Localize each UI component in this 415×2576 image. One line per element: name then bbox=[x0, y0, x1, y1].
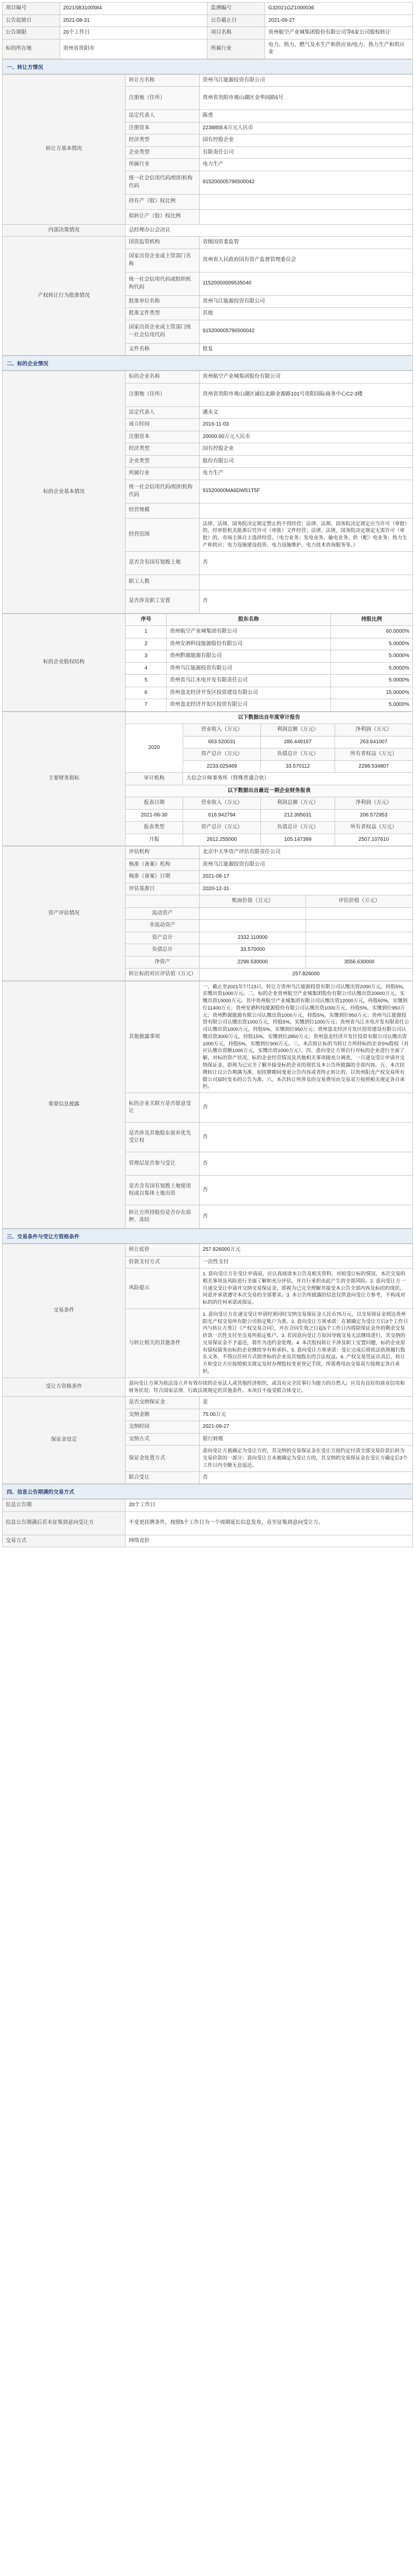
trade-method-table bbox=[2, 1499, 413, 1547]
field-label: 经营规模 bbox=[126, 503, 199, 518]
field-label: 保证金处置方式 bbox=[126, 1446, 199, 1471]
field-label: 交纳时间 bbox=[126, 1421, 199, 1434]
holder-no: 1 bbox=[126, 626, 167, 638]
recent-title: 以下数据出自最近一期企业财务报表 bbox=[126, 785, 413, 797]
field-value: 11520000009535040 bbox=[199, 272, 412, 295]
field-label: 是否涉及其他股东放弃优先受让权 bbox=[126, 1123, 199, 1152]
evaluation-label: 资产评估情况 bbox=[3, 847, 126, 981]
section-trade-method-title: 四、信息公告期满的交易方式 bbox=[2, 1484, 413, 1499]
recent-value: 212.395631 bbox=[261, 809, 335, 822]
holder-name: 贵州乌江能源投资有限公司 bbox=[167, 662, 330, 675]
period-label: 公告期限 bbox=[3, 27, 60, 39]
field-label: 是否含有国有划拨土地 bbox=[126, 551, 199, 575]
field-label: 联合受让 bbox=[126, 1471, 199, 1484]
field-label: 是否交纳保证金 bbox=[126, 1397, 199, 1409]
holder-name: 贵州盘北经济开发区投资建设有限公司 bbox=[167, 687, 330, 699]
end-date-label: 公告截止日 bbox=[208, 15, 265, 27]
recent-value: 616.942794 bbox=[183, 809, 261, 822]
shareholder-label: 标的企业股权结构 bbox=[3, 614, 126, 711]
listing-no: G32021GZ1000036 bbox=[265, 3, 413, 15]
field-value: 潘永文 bbox=[199, 406, 412, 419]
project-name: 贵州航空产业城集团股份有限公司等6家公司股权转让 bbox=[265, 27, 413, 39]
audit-head: 资产总计（万元） bbox=[183, 748, 261, 761]
eval-book: 2298.530000 bbox=[199, 956, 306, 969]
field-value: 贵州省人民政府国有资产监督管理委员会 bbox=[199, 249, 412, 272]
recent-value: 2021-06-30 bbox=[126, 809, 183, 822]
eval-book: 33.570000 bbox=[199, 944, 306, 957]
section-conditions-title: 三、交易条件与受让方资格条件 bbox=[2, 1229, 413, 1244]
location-label: 标的所在地 bbox=[3, 39, 60, 59]
other-disclosure-text: 一、截止至2021年7月23日，转让方贵州乌江能源投资有限公司认缴出资2000万元，持股5%，实缴出资1000万元。二、标的企业贵州航空产业城集团股份有限公司认缴出资20000万元，实缴出资19000万元。其中贵州航空产业城集团有限公司认缴出资12000万元，持股60%，实缴到位11400万元；贵州安酒科技能源股份有限公司认缴出资1000万元，持股5%，实缴到位950万元；贵州黔源能源有限公司认缴出资1000万元，持股5%，实缴到位950万元；贵州乌江能源投资有限公司认缴出资1000万元，持股5%，实缴到位1000万元；贵州省乌江水电开发有限责任公司认缴出资1000万元，持股5%，实缴到位950万元；贵州盘北经济开发区投资建设有限公司认缴出资3000万元，持股15%，实缴到位2850万元；贵州盘北经济开发区投资有限公司认缴出资1000万元，持股5%，实缴到位900万元。三、本次转让标的为转让方所持标的企业5%股权（对应认缴出资额1000万元，实缴出资1000万元）。四、意向受让方须自行对标的企业进行全面了解，对标的资产状况、标的企业经营情况及其他相关事项做充分调查，一旦递交受让申请并交纳保证金，即视为已完全了解并接受标的企业的现状及本公告所披露的全部内容。五、本次挂牌转让以公告期满为准，如挂牌期间变更公告内容或者终止转让的，以贵州阳光产权交易所有限公司届时发布的公告为准。六、本次转让所涉及的交易费用由交易双方按照相关规定各自承担。 bbox=[199, 981, 412, 1093]
holder-head-name: 股东名称 bbox=[167, 614, 330, 626]
field-value: 贵州航空产业城集团股份有限公司 bbox=[199, 371, 412, 384]
field-label: 国家出资企业或主管部门名称 bbox=[126, 249, 199, 272]
eval-appraisal bbox=[306, 932, 413, 944]
audit-value: 286.449167 bbox=[261, 736, 335, 748]
field-value: 股份有限公司 bbox=[199, 455, 412, 468]
recent-value: 206.572953 bbox=[335, 809, 412, 822]
holder-pct: 5.0000% bbox=[330, 699, 412, 712]
field-label: 企业类型 bbox=[126, 146, 199, 159]
field-label: 信息公告期 bbox=[3, 1500, 126, 1512]
eval-appraisal: 3556.630000 bbox=[306, 956, 413, 969]
financial-label: 主要财务指标 bbox=[3, 712, 126, 846]
field-label: 所属行业 bbox=[126, 468, 199, 480]
field-value: 一次性支付 bbox=[199, 1256, 412, 1269]
holder-name: 贵州黔源能源有限公司 bbox=[167, 650, 330, 663]
eval-book bbox=[199, 920, 306, 932]
transfer-value-label: 转让标的对应评估值（万元） bbox=[126, 969, 199, 981]
shareholder-table bbox=[2, 614, 413, 712]
field-value: 915200005796500042 bbox=[199, 171, 412, 194]
field-value: 否 bbox=[199, 1205, 412, 1229]
field-value: 257.826000万元 bbox=[199, 1244, 412, 1257]
project-no-label: 项目编号 bbox=[3, 3, 60, 15]
recent-head: 所有者权益（万元） bbox=[335, 822, 412, 834]
field-label: 核准（备案）日期 bbox=[126, 871, 199, 883]
field-value: 915200005796500042 bbox=[199, 320, 412, 343]
start-date-label: 公告起始日 bbox=[3, 15, 60, 27]
transferor-table bbox=[2, 74, 413, 356]
field-label: 成立时间 bbox=[126, 419, 199, 431]
field-label: 法定代表人 bbox=[126, 406, 199, 419]
field-value: 否 bbox=[199, 1152, 412, 1176]
audit-value: 263.641007 bbox=[335, 736, 412, 748]
recent-head: 资产总计（万元） bbox=[183, 822, 261, 834]
listing-header-table bbox=[2, 2, 413, 59]
holder-pct: 5.0000% bbox=[330, 638, 412, 650]
eval-appraisal bbox=[306, 920, 413, 932]
field-value: 2021-08-17 bbox=[199, 871, 412, 883]
recent-head: 营业收入（万元） bbox=[183, 797, 261, 810]
audit-year: 2020 bbox=[126, 724, 183, 773]
field-label: 经营范围 bbox=[126, 518, 199, 551]
holder-no: 5 bbox=[126, 675, 167, 687]
field-label: 经济类型 bbox=[126, 134, 199, 147]
field-label: 是否含有国有划拨土地使用权或以集体土地出资 bbox=[126, 1176, 199, 1205]
field-value: 电力生产 bbox=[199, 468, 412, 480]
disclosure-label: 重要信息披露 bbox=[3, 981, 126, 1228]
field-value: 2016-11-03 bbox=[199, 419, 412, 431]
eval-appraisal bbox=[306, 907, 413, 920]
field-label: 交易方式 bbox=[3, 1535, 126, 1547]
field-value: 否 bbox=[199, 1176, 412, 1205]
field-value: 贵州乌江能源投资有限公司 bbox=[199, 858, 412, 871]
eval-item: 净资产 bbox=[126, 956, 199, 969]
field-value: 其他 bbox=[199, 308, 412, 320]
field-value: 网络竞价 bbox=[126, 1535, 413, 1547]
field-value: 国有控股企业 bbox=[199, 443, 412, 456]
holder-name: 贵州安酒科技能源股份有限公司 bbox=[167, 638, 330, 650]
audit-head: 负债总计（万元） bbox=[261, 748, 335, 761]
eval-head: 评估价值（万元） bbox=[306, 895, 413, 908]
holder-pct: 60.0000% bbox=[330, 626, 412, 638]
holder-name: 贵州航空产业城集团有限公司 bbox=[167, 626, 330, 638]
field-value bbox=[199, 209, 412, 224]
business-scope: 法律、法规、国务院决定规定禁止的不得经营；法律、法规、国务院决定规定应当许可（审批）的，经审批机关批准后凭许可（审批）文件经营；法律、法规、国务院决定规定无需许可（审批）的，市场主体自主选择经营。（电力业务；发电业务、输电业务、供（配）电业务；热力生产和供应；电力设施建设投资、电力设施维护、电力技术咨询服务等。） bbox=[199, 518, 412, 551]
trade-label: 交易条件 bbox=[3, 1244, 126, 1378]
field-value: 否 bbox=[199, 1123, 412, 1152]
decision-value: 总经理办公会决议 bbox=[126, 224, 413, 237]
field-value: 否 bbox=[199, 551, 412, 575]
holder-pct: 5.0000% bbox=[330, 675, 412, 687]
evaluation-table bbox=[2, 846, 413, 981]
eval-item: 负债总计 bbox=[126, 944, 199, 957]
field-label: 文件名称 bbox=[126, 343, 199, 356]
field-label: 价款支付方式 bbox=[126, 1256, 199, 1269]
field-value: 有限责任公司 bbox=[199, 146, 412, 159]
audit-head: 净利润（万元） bbox=[335, 724, 412, 737]
field-label: 企业类型 bbox=[126, 455, 199, 468]
holder-no: 4 bbox=[126, 662, 167, 675]
audit-value: 663.520031 bbox=[183, 736, 261, 748]
recent-head: 净利润（万元） bbox=[335, 797, 412, 810]
field-label: 转让方所持股份是否存在质押、冻结 bbox=[126, 1205, 199, 1229]
qualification-label: 受让方资格条件 bbox=[3, 1378, 126, 1397]
start-date: 2021-08-31 bbox=[60, 15, 208, 27]
eval-head: 账面价值（万元） bbox=[199, 895, 306, 908]
field-label: 国家出资企业或主管部门统一社会信用代码 bbox=[126, 320, 199, 343]
location: 贵州省贵阳市 bbox=[60, 39, 208, 59]
field-label: 拟转让产（股）权比例 bbox=[126, 209, 199, 224]
field-label: 经济类型 bbox=[126, 443, 199, 456]
field-value: 贵州乌江能源投资有限公司 bbox=[199, 74, 412, 87]
field-label: 评估机构 bbox=[126, 847, 199, 859]
holder-pct: 5.0000% bbox=[330, 662, 412, 675]
field-value: 批复 bbox=[199, 343, 412, 356]
holder-pct: 15.0000% bbox=[330, 687, 412, 699]
section-target-title: 二、标的企业情况 bbox=[2, 356, 413, 371]
project-name-label: 项目名称 bbox=[208, 27, 265, 39]
field-label: 转让方名称 bbox=[126, 74, 199, 87]
field-value: 20000.00万元人民币 bbox=[199, 431, 412, 443]
field-value: 20个工作日 bbox=[126, 1500, 413, 1512]
employees-label: 职工人数 bbox=[126, 575, 199, 590]
field-value bbox=[199, 503, 412, 518]
audit-head: 营业收入（万元） bbox=[183, 724, 261, 737]
transfer-value: 257.826000 bbox=[199, 969, 412, 981]
transferor-basic-label: 转让方基本情况 bbox=[3, 74, 126, 224]
field-value: 银行转账 bbox=[199, 1433, 412, 1446]
employees-value bbox=[199, 575, 412, 590]
financial-table bbox=[2, 712, 413, 847]
field-value: 国有控股企业 bbox=[199, 134, 412, 147]
field-value: 2021-09-27 bbox=[199, 1421, 412, 1434]
field-label: 信息公告期满后若未征集到意向受让方 bbox=[3, 1511, 126, 1535]
eval-item: 流动资产 bbox=[126, 907, 199, 920]
field-value: 否 bbox=[199, 1093, 412, 1123]
field-value: 省级国资委监管 bbox=[199, 237, 412, 249]
field-label: 统一社会信用代码/组织机构代码 bbox=[126, 480, 199, 503]
mgmt-label: 是否涉及职工安置 bbox=[126, 590, 199, 613]
audit-value: 33.570112 bbox=[261, 760, 335, 773]
other-conditions-text: 1. 意向受让方在递交受让申请时须同时交纳交易保证金人民币75万元，以交易保证金到达贵州阳光产权交易所有限公司指定账户为准。2. 意向受让方须承诺：在被确定为受让方后3个工作日内与转让方签订《产权交易合同》，并在合同生效之日起5个工作日内将除保证金外的剩余交易价款一次性支付至交易所指定账户。3. 若因意向受让方原因导致交易无法继续进行，其交纳的交易保证金不予退还，将作为违约金处理。4. 本次股权转让不涉及职工安置问题，标的企业原有债权债务由标的企业继续享有和承担。5. 意向受让方须承诺：受让完成后将依法依规履行股东义务，不得以任何方式损害标的企业及其他股东的合法权益。6. 产权交易凭证出具后，转让方和受让方应按照相关规定及时办理股权变更登记手续，所需费用由交易双方按规定各自承担。 bbox=[199, 1309, 412, 1378]
holder-no: 6 bbox=[126, 687, 167, 699]
field-value: 91520000MA6DW51T5F bbox=[199, 480, 412, 503]
eval-item: 非流动资产 bbox=[126, 920, 199, 932]
holder-pct: 5.0000% bbox=[330, 650, 412, 663]
field-label: 标的企业关联方是否愿意受让 bbox=[126, 1093, 199, 1123]
industry: 电力、热力、燃气及水生产和供应业/电力、热力生产和供应业 bbox=[265, 39, 413, 59]
field-label: 所属行业 bbox=[126, 159, 199, 171]
recent-value: 2612.255000 bbox=[183, 834, 261, 846]
audit-title: 以下数据出自年度审计报告 bbox=[126, 712, 413, 724]
field-label: 核准（备案）机构 bbox=[126, 858, 199, 871]
field-label: 统一社会信用代码或组织机构代码 bbox=[126, 272, 199, 295]
field-label: 转让底价 bbox=[126, 1244, 199, 1257]
field-value: 意向受让方被确定为受让方的，其交纳的交易保证金在受让方按约定付清全部交易价款后转为交易价款的一部分；意向受让方未被确定为受让方的，其交纳的交易保证金在受让方确定后3个工作日内全额无息返还。 bbox=[199, 1446, 412, 1471]
field-label: 统一社会信用代码/组织机构代码 bbox=[126, 171, 199, 194]
industry-label: 所属行业 bbox=[208, 39, 265, 59]
field-label: 注册资本 bbox=[126, 122, 199, 134]
recent-value: 2507.107610 bbox=[335, 834, 412, 846]
recent-head: 报表日期 bbox=[126, 797, 183, 810]
decision-label: 内部决策情况 bbox=[3, 224, 126, 237]
audit-head: 利润总额（万元） bbox=[261, 724, 335, 737]
eval-head bbox=[126, 895, 199, 908]
deposit-label: 保证金设定 bbox=[3, 1397, 126, 1484]
holder-head-pct: 持股比例 bbox=[330, 614, 412, 626]
field-value: 贵州省贵阳市观山湖区金华园路5号 bbox=[199, 87, 412, 110]
field-label: 交纳金额 bbox=[126, 1409, 199, 1421]
audit-firm-label: 审计机构 bbox=[126, 773, 183, 785]
target-basic-label: 标的企业基本情况 bbox=[3, 371, 126, 614]
field-label: 管理层是否参与受让 bbox=[126, 1152, 199, 1176]
field-value: 2020-12-31 bbox=[199, 883, 412, 895]
eval-appraisal bbox=[306, 944, 413, 957]
field-value: 2238855.6万元人民币 bbox=[199, 122, 412, 134]
audit-value: 2233.025469 bbox=[183, 760, 261, 773]
field-value: 陈勇 bbox=[199, 110, 412, 122]
holder-no: 7 bbox=[126, 699, 167, 712]
field-value: 否 bbox=[199, 1471, 412, 1484]
audit-firm: 大信会计师事务所（特殊普通合伙） bbox=[183, 773, 413, 785]
recent-head: 报表类型 bbox=[126, 822, 183, 834]
other-disclosure-label: 其他披露事项 bbox=[126, 981, 199, 1093]
field-value: 是 bbox=[199, 1397, 412, 1409]
project-no: 2021SB3100584 bbox=[60, 3, 208, 15]
field-label: 法定代表人 bbox=[126, 110, 199, 122]
disclosure-table bbox=[2, 981, 413, 1229]
audit-value: 2298.534807 bbox=[335, 760, 412, 773]
field-value: 电力生产 bbox=[199, 159, 412, 171]
eval-book: 2332.110000 bbox=[199, 932, 306, 944]
listing-page bbox=[2, 2, 413, 1547]
field-label: 注册地（住所） bbox=[126, 383, 199, 406]
approval-label: 产权转让行为批准情况 bbox=[3, 237, 126, 356]
field-value: 贵州乌江能源投资有限公司 bbox=[199, 295, 412, 308]
end-date: 2021-09-27 bbox=[265, 15, 413, 27]
field-value: 不变更挂牌条件，按照5个工作日为一个周期延长信息发布，直至征集到意向受让方。 bbox=[126, 1511, 413, 1535]
field-label: 国资监管机构 bbox=[126, 237, 199, 249]
field-value: 贵州省贵阳市观山湖区诚信北路金源路101号贵阳国际商务中心C2-3楼 bbox=[199, 383, 412, 406]
field-value: 北京中天华资产评估有限责任公司 bbox=[199, 847, 412, 859]
field-label: 评估基准日 bbox=[126, 883, 199, 895]
recent-head: 负债总计（万元） bbox=[261, 822, 335, 834]
listing-no-label: 监测编号 bbox=[208, 3, 265, 15]
field-value bbox=[199, 194, 412, 209]
field-value: 75.00万元 bbox=[199, 1409, 412, 1421]
recent-head: 利润总额（万元） bbox=[261, 797, 335, 810]
target-company-table bbox=[2, 371, 413, 614]
holder-head-no: 序号 bbox=[126, 614, 167, 626]
field-label: 注册地（住所） bbox=[126, 87, 199, 110]
mgmt-value: 否 bbox=[199, 590, 412, 613]
recent-value: 月报 bbox=[126, 834, 183, 846]
eval-item: 资产总计 bbox=[126, 932, 199, 944]
recent-value: 105.147399 bbox=[261, 834, 335, 846]
field-label: 持有产（股）权比例 bbox=[126, 194, 199, 209]
field-label: 注册资本 bbox=[126, 431, 199, 443]
section-transferor-title: 一、转让方情况 bbox=[2, 59, 413, 74]
field-label: 批准单位名称 bbox=[126, 295, 199, 308]
audit-head: 所有者权益（万元） bbox=[335, 748, 412, 761]
period: 20个工作日 bbox=[60, 27, 208, 39]
risk-text: 1. 意向受让方在受让申请前，应认真阅读本公告及相关资料，对拟受让标的情况、本次交易的相关事项及风险进行全面了解和充分评估，并自行承担由此产生的全部风险。2. 意向受让方一旦递交受让申请并交纳交易保证金，即视为已完全理解并接受本公告全部内容及标的的现状，同意并承诺遵守本次交易的全部要求。3. 本公告所披露的信息仅供意向受让方参考，不构成对标的的任何承诺或保证。 bbox=[199, 1269, 412, 1309]
field-label: 与转让相关的其他条件 bbox=[126, 1309, 199, 1378]
holder-name: 贵州省乌江水电开发有限责任公司 bbox=[167, 675, 330, 687]
holder-no: 2 bbox=[126, 638, 167, 650]
holder-name: 贵州盘北经济开发区投资有限公司 bbox=[167, 699, 330, 712]
conditions-table bbox=[2, 1244, 413, 1484]
field-label: 风险提示 bbox=[126, 1269, 199, 1309]
field-label: 标的企业名称 bbox=[126, 371, 199, 384]
field-label: 批准文件类型 bbox=[126, 308, 199, 320]
eval-book bbox=[199, 907, 306, 920]
holder-no: 3 bbox=[126, 650, 167, 663]
field-label: 交纳方式 bbox=[126, 1433, 199, 1446]
qualification-text: 意向受让方须为依法设立并有效存续的企业法人或其他经济组织，或具有完全民事行为能力的自然人；应具有良好的商业信用和财务状况；符合国家法律、行政法规规定的其他条件。本项目不接受联合体受让。 bbox=[126, 1378, 413, 1397]
